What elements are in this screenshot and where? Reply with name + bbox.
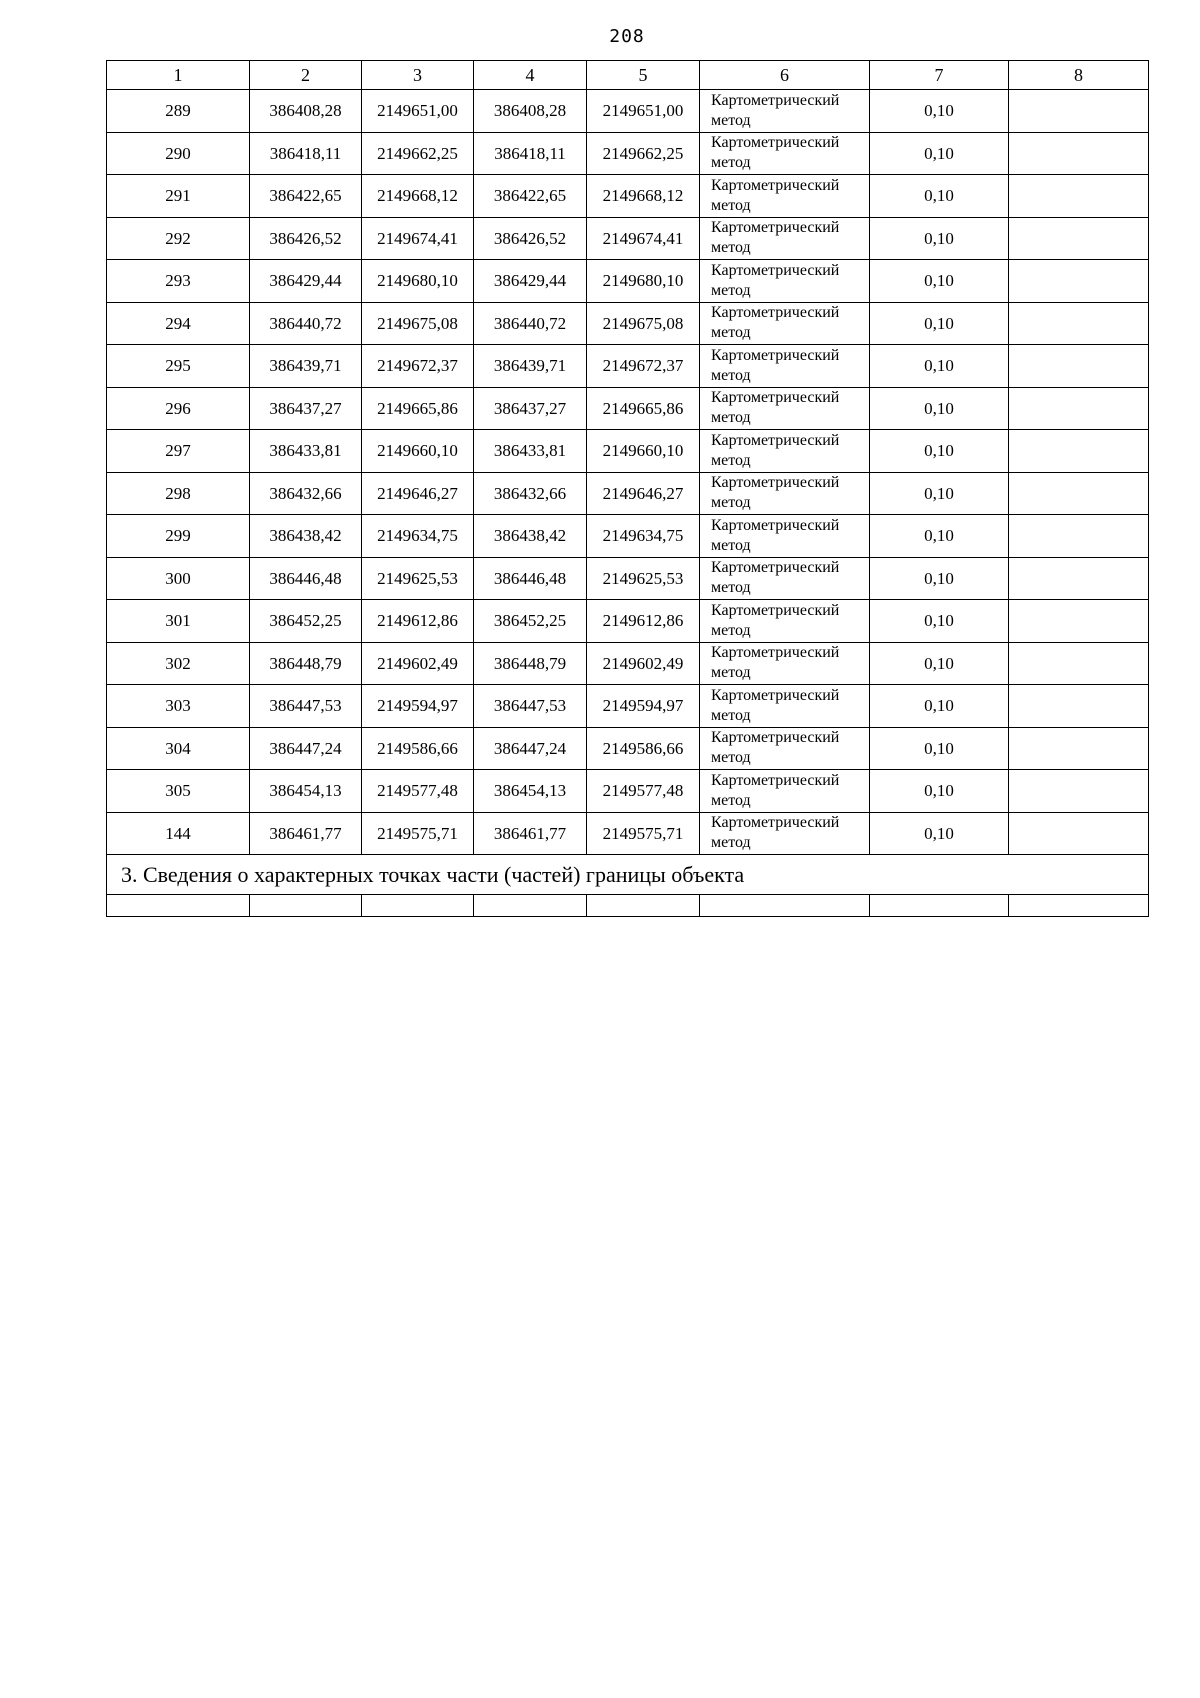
description-cell — [1009, 132, 1149, 175]
method-cell: Картометрический метод — [700, 472, 870, 515]
description-cell — [1009, 387, 1149, 430]
coordinates-table — [106, 60, 1149, 917]
x-coordinate-cell: 386448,79 — [250, 642, 362, 685]
x-coordinate-cell: 386438,42 — [474, 515, 587, 558]
x-coordinate-cell: 386408,28 — [250, 90, 362, 133]
table-row — [107, 387, 1149, 430]
y-coordinate-cell: 2149602,49 — [362, 642, 474, 685]
x-coordinate-cell: 386422,65 — [474, 175, 587, 218]
point-number-cell: 304 — [107, 727, 250, 770]
method-cell: Картометрический метод — [700, 387, 870, 430]
y-coordinate-cell: 2149602,49 — [587, 642, 700, 685]
description-cell — [1009, 430, 1149, 473]
y-coordinate-cell: 2149660,10 — [362, 430, 474, 473]
method-cell: Картометрический метод — [700, 175, 870, 218]
method-cell: Картометрический метод — [700, 132, 870, 175]
column-header: 6 — [700, 61, 870, 90]
column-header: 2 — [250, 61, 362, 90]
x-coordinate-cell: 386447,24 — [474, 727, 587, 770]
y-coordinate-cell: 2149586,66 — [587, 727, 700, 770]
y-coordinate-cell: 2149575,71 — [362, 812, 474, 855]
x-coordinate-cell: 386426,52 — [250, 217, 362, 260]
x-coordinate-cell: 386433,81 — [474, 430, 587, 473]
description-cell — [1009, 685, 1149, 728]
point-number-cell: 301 — [107, 600, 250, 643]
page-number: 208 — [609, 26, 645, 47]
y-coordinate-cell: 2149675,08 — [587, 302, 700, 345]
method-cell: Картометрический метод — [700, 260, 870, 303]
description-cell — [1009, 90, 1149, 133]
x-coordinate-cell: 386446,48 — [250, 557, 362, 600]
y-coordinate-cell: 2149646,27 — [362, 472, 474, 515]
description-cell — [1009, 217, 1149, 260]
x-coordinate-cell: 386438,42 — [250, 515, 362, 558]
empty-cell — [474, 895, 587, 917]
column-header: 3 — [362, 61, 474, 90]
x-coordinate-cell: 386429,44 — [474, 260, 587, 303]
y-coordinate-cell: 2149672,37 — [587, 345, 700, 388]
description-cell — [1009, 557, 1149, 600]
description-cell — [1009, 812, 1149, 855]
point-number-cell: 144 — [107, 812, 250, 855]
table-row — [107, 430, 1149, 473]
x-coordinate-cell: 386440,72 — [250, 302, 362, 345]
accuracy-cell: 0,10 — [870, 515, 1009, 558]
x-coordinate-cell: 386440,72 — [474, 302, 587, 345]
accuracy-cell: 0,10 — [870, 472, 1009, 515]
description-cell — [1009, 727, 1149, 770]
y-coordinate-cell: 2149662,25 — [362, 132, 474, 175]
section-heading-row — [107, 855, 1149, 895]
x-coordinate-cell: 386454,13 — [474, 770, 587, 813]
table-row — [107, 260, 1149, 303]
table-row — [107, 175, 1149, 218]
method-cell: Картометрический метод — [700, 90, 870, 133]
accuracy-cell: 0,10 — [870, 685, 1009, 728]
method-cell: Картометрический метод — [700, 770, 870, 813]
column-header: 4 — [474, 61, 587, 90]
description-cell — [1009, 600, 1149, 643]
empty-cell — [107, 895, 250, 917]
point-number-cell: 297 — [107, 430, 250, 473]
accuracy-cell: 0,10 — [870, 387, 1009, 430]
x-coordinate-cell: 386447,24 — [250, 727, 362, 770]
accuracy-cell: 0,10 — [870, 727, 1009, 770]
description-cell — [1009, 770, 1149, 813]
method-cell: Картометрический метод — [700, 557, 870, 600]
y-coordinate-cell: 2149594,97 — [362, 685, 474, 728]
table-row — [107, 770, 1149, 813]
point-number-cell: 296 — [107, 387, 250, 430]
point-number-cell: 292 — [107, 217, 250, 260]
empty-cell — [362, 895, 474, 917]
table-row — [107, 515, 1149, 558]
table-row — [107, 557, 1149, 600]
method-cell: Картометрический метод — [700, 642, 870, 685]
x-coordinate-cell: 386418,11 — [250, 132, 362, 175]
point-number-cell: 298 — [107, 472, 250, 515]
y-coordinate-cell: 2149577,48 — [362, 770, 474, 813]
y-coordinate-cell: 2149651,00 — [362, 90, 474, 133]
method-cell: Картометрический метод — [700, 685, 870, 728]
accuracy-cell: 0,10 — [870, 132, 1009, 175]
y-coordinate-cell: 2149665,86 — [362, 387, 474, 430]
x-coordinate-cell: 386433,81 — [250, 430, 362, 473]
y-coordinate-cell: 2149646,27 — [587, 472, 700, 515]
empty-cell — [1009, 895, 1149, 917]
y-coordinate-cell: 2149675,08 — [362, 302, 474, 345]
x-coordinate-cell: 386429,44 — [250, 260, 362, 303]
method-cell: Картометрический метод — [700, 302, 870, 345]
x-coordinate-cell: 386418,11 — [474, 132, 587, 175]
point-number-cell: 305 — [107, 770, 250, 813]
table-row — [107, 600, 1149, 643]
section-heading: 3. Сведения о характерных точках части (частей) границы объекта — [107, 855, 1149, 895]
y-coordinate-cell: 2149651,00 — [587, 90, 700, 133]
y-coordinate-cell: 2149668,12 — [362, 175, 474, 218]
x-coordinate-cell: 386432,66 — [250, 472, 362, 515]
y-coordinate-cell: 2149575,71 — [587, 812, 700, 855]
x-coordinate-cell: 386448,79 — [474, 642, 587, 685]
x-coordinate-cell: 386454,13 — [250, 770, 362, 813]
table-body — [107, 61, 1149, 917]
x-coordinate-cell: 386447,53 — [474, 685, 587, 728]
empty-cell — [700, 895, 870, 917]
accuracy-cell: 0,10 — [870, 430, 1009, 473]
y-coordinate-cell: 2149634,75 — [362, 515, 474, 558]
x-coordinate-cell: 386437,27 — [250, 387, 362, 430]
accuracy-cell: 0,10 — [870, 302, 1009, 345]
table-row — [107, 132, 1149, 175]
x-coordinate-cell: 386446,48 — [474, 557, 587, 600]
description-cell — [1009, 642, 1149, 685]
table-row — [107, 685, 1149, 728]
method-cell: Картометрический метод — [700, 727, 870, 770]
method-cell: Картометрический метод — [700, 812, 870, 855]
method-cell: Картометрический метод — [700, 515, 870, 558]
column-header: 7 — [870, 61, 1009, 90]
description-cell — [1009, 515, 1149, 558]
accuracy-cell: 0,10 — [870, 600, 1009, 643]
table-header-row — [107, 61, 1149, 90]
y-coordinate-cell: 2149612,86 — [587, 600, 700, 643]
accuracy-cell: 0,10 — [870, 90, 1009, 133]
y-coordinate-cell: 2149577,48 — [587, 770, 700, 813]
point-number-cell: 289 — [107, 90, 250, 133]
y-coordinate-cell: 2149672,37 — [362, 345, 474, 388]
x-coordinate-cell: 386439,71 — [250, 345, 362, 388]
accuracy-cell: 0,10 — [870, 557, 1009, 600]
method-cell: Картометрический метод — [700, 345, 870, 388]
description-cell — [1009, 345, 1149, 388]
accuracy-cell: 0,10 — [870, 642, 1009, 685]
method-cell: Картометрический метод — [700, 430, 870, 473]
x-coordinate-cell: 386422,65 — [250, 175, 362, 218]
y-coordinate-cell: 2149586,66 — [362, 727, 474, 770]
x-coordinate-cell: 386452,25 — [250, 600, 362, 643]
column-header: 8 — [1009, 61, 1149, 90]
point-number-cell: 295 — [107, 345, 250, 388]
y-coordinate-cell: 2149594,97 — [587, 685, 700, 728]
x-coordinate-cell: 386439,71 — [474, 345, 587, 388]
description-cell — [1009, 302, 1149, 345]
column-header: 1 — [107, 61, 250, 90]
accuracy-cell: 0,10 — [870, 345, 1009, 388]
column-header: 5 — [587, 61, 700, 90]
y-coordinate-cell: 2149674,41 — [587, 217, 700, 260]
y-coordinate-cell: 2149668,12 — [587, 175, 700, 218]
empty-cell — [250, 895, 362, 917]
y-coordinate-cell: 2149634,75 — [587, 515, 700, 558]
table-row — [107, 642, 1149, 685]
accuracy-cell: 0,10 — [870, 770, 1009, 813]
description-cell — [1009, 472, 1149, 515]
y-coordinate-cell: 2149680,10 — [587, 260, 700, 303]
accuracy-cell: 0,10 — [870, 217, 1009, 260]
point-number-cell: 293 — [107, 260, 250, 303]
x-coordinate-cell: 386408,28 — [474, 90, 587, 133]
description-cell — [1009, 175, 1149, 218]
table-row — [107, 472, 1149, 515]
x-coordinate-cell: 386426,52 — [474, 217, 587, 260]
method-cell: Картометрический метод — [700, 217, 870, 260]
point-number-cell: 303 — [107, 685, 250, 728]
table-row — [107, 812, 1149, 855]
point-number-cell: 300 — [107, 557, 250, 600]
point-number-cell: 291 — [107, 175, 250, 218]
empty-cell — [587, 895, 700, 917]
x-coordinate-cell: 386432,66 — [474, 472, 587, 515]
y-coordinate-cell: 2149625,53 — [587, 557, 700, 600]
method-cell: Картометрический метод — [700, 600, 870, 643]
y-coordinate-cell: 2149662,25 — [587, 132, 700, 175]
x-coordinate-cell: 386447,53 — [250, 685, 362, 728]
y-coordinate-cell: 2149612,86 — [362, 600, 474, 643]
empty-row — [107, 895, 1149, 917]
y-coordinate-cell: 2149660,10 — [587, 430, 700, 473]
table-row — [107, 90, 1149, 133]
empty-cell — [870, 895, 1009, 917]
accuracy-cell: 0,10 — [870, 812, 1009, 855]
point-number-cell: 290 — [107, 132, 250, 175]
x-coordinate-cell: 386437,27 — [474, 387, 587, 430]
x-coordinate-cell: 386452,25 — [474, 600, 587, 643]
accuracy-cell: 0,10 — [870, 260, 1009, 303]
table-row — [107, 217, 1149, 260]
y-coordinate-cell: 2149680,10 — [362, 260, 474, 303]
accuracy-cell: 0,10 — [870, 175, 1009, 218]
point-number-cell: 302 — [107, 642, 250, 685]
point-number-cell: 299 — [107, 515, 250, 558]
table-row — [107, 345, 1149, 388]
y-coordinate-cell: 2149674,41 — [362, 217, 474, 260]
table-row — [107, 727, 1149, 770]
point-number-cell: 294 — [107, 302, 250, 345]
description-cell — [1009, 260, 1149, 303]
x-coordinate-cell: 386461,77 — [474, 812, 587, 855]
y-coordinate-cell: 2149665,86 — [587, 387, 700, 430]
y-coordinate-cell: 2149625,53 — [362, 557, 474, 600]
x-coordinate-cell: 386461,77 — [250, 812, 362, 855]
table-row — [107, 302, 1149, 345]
